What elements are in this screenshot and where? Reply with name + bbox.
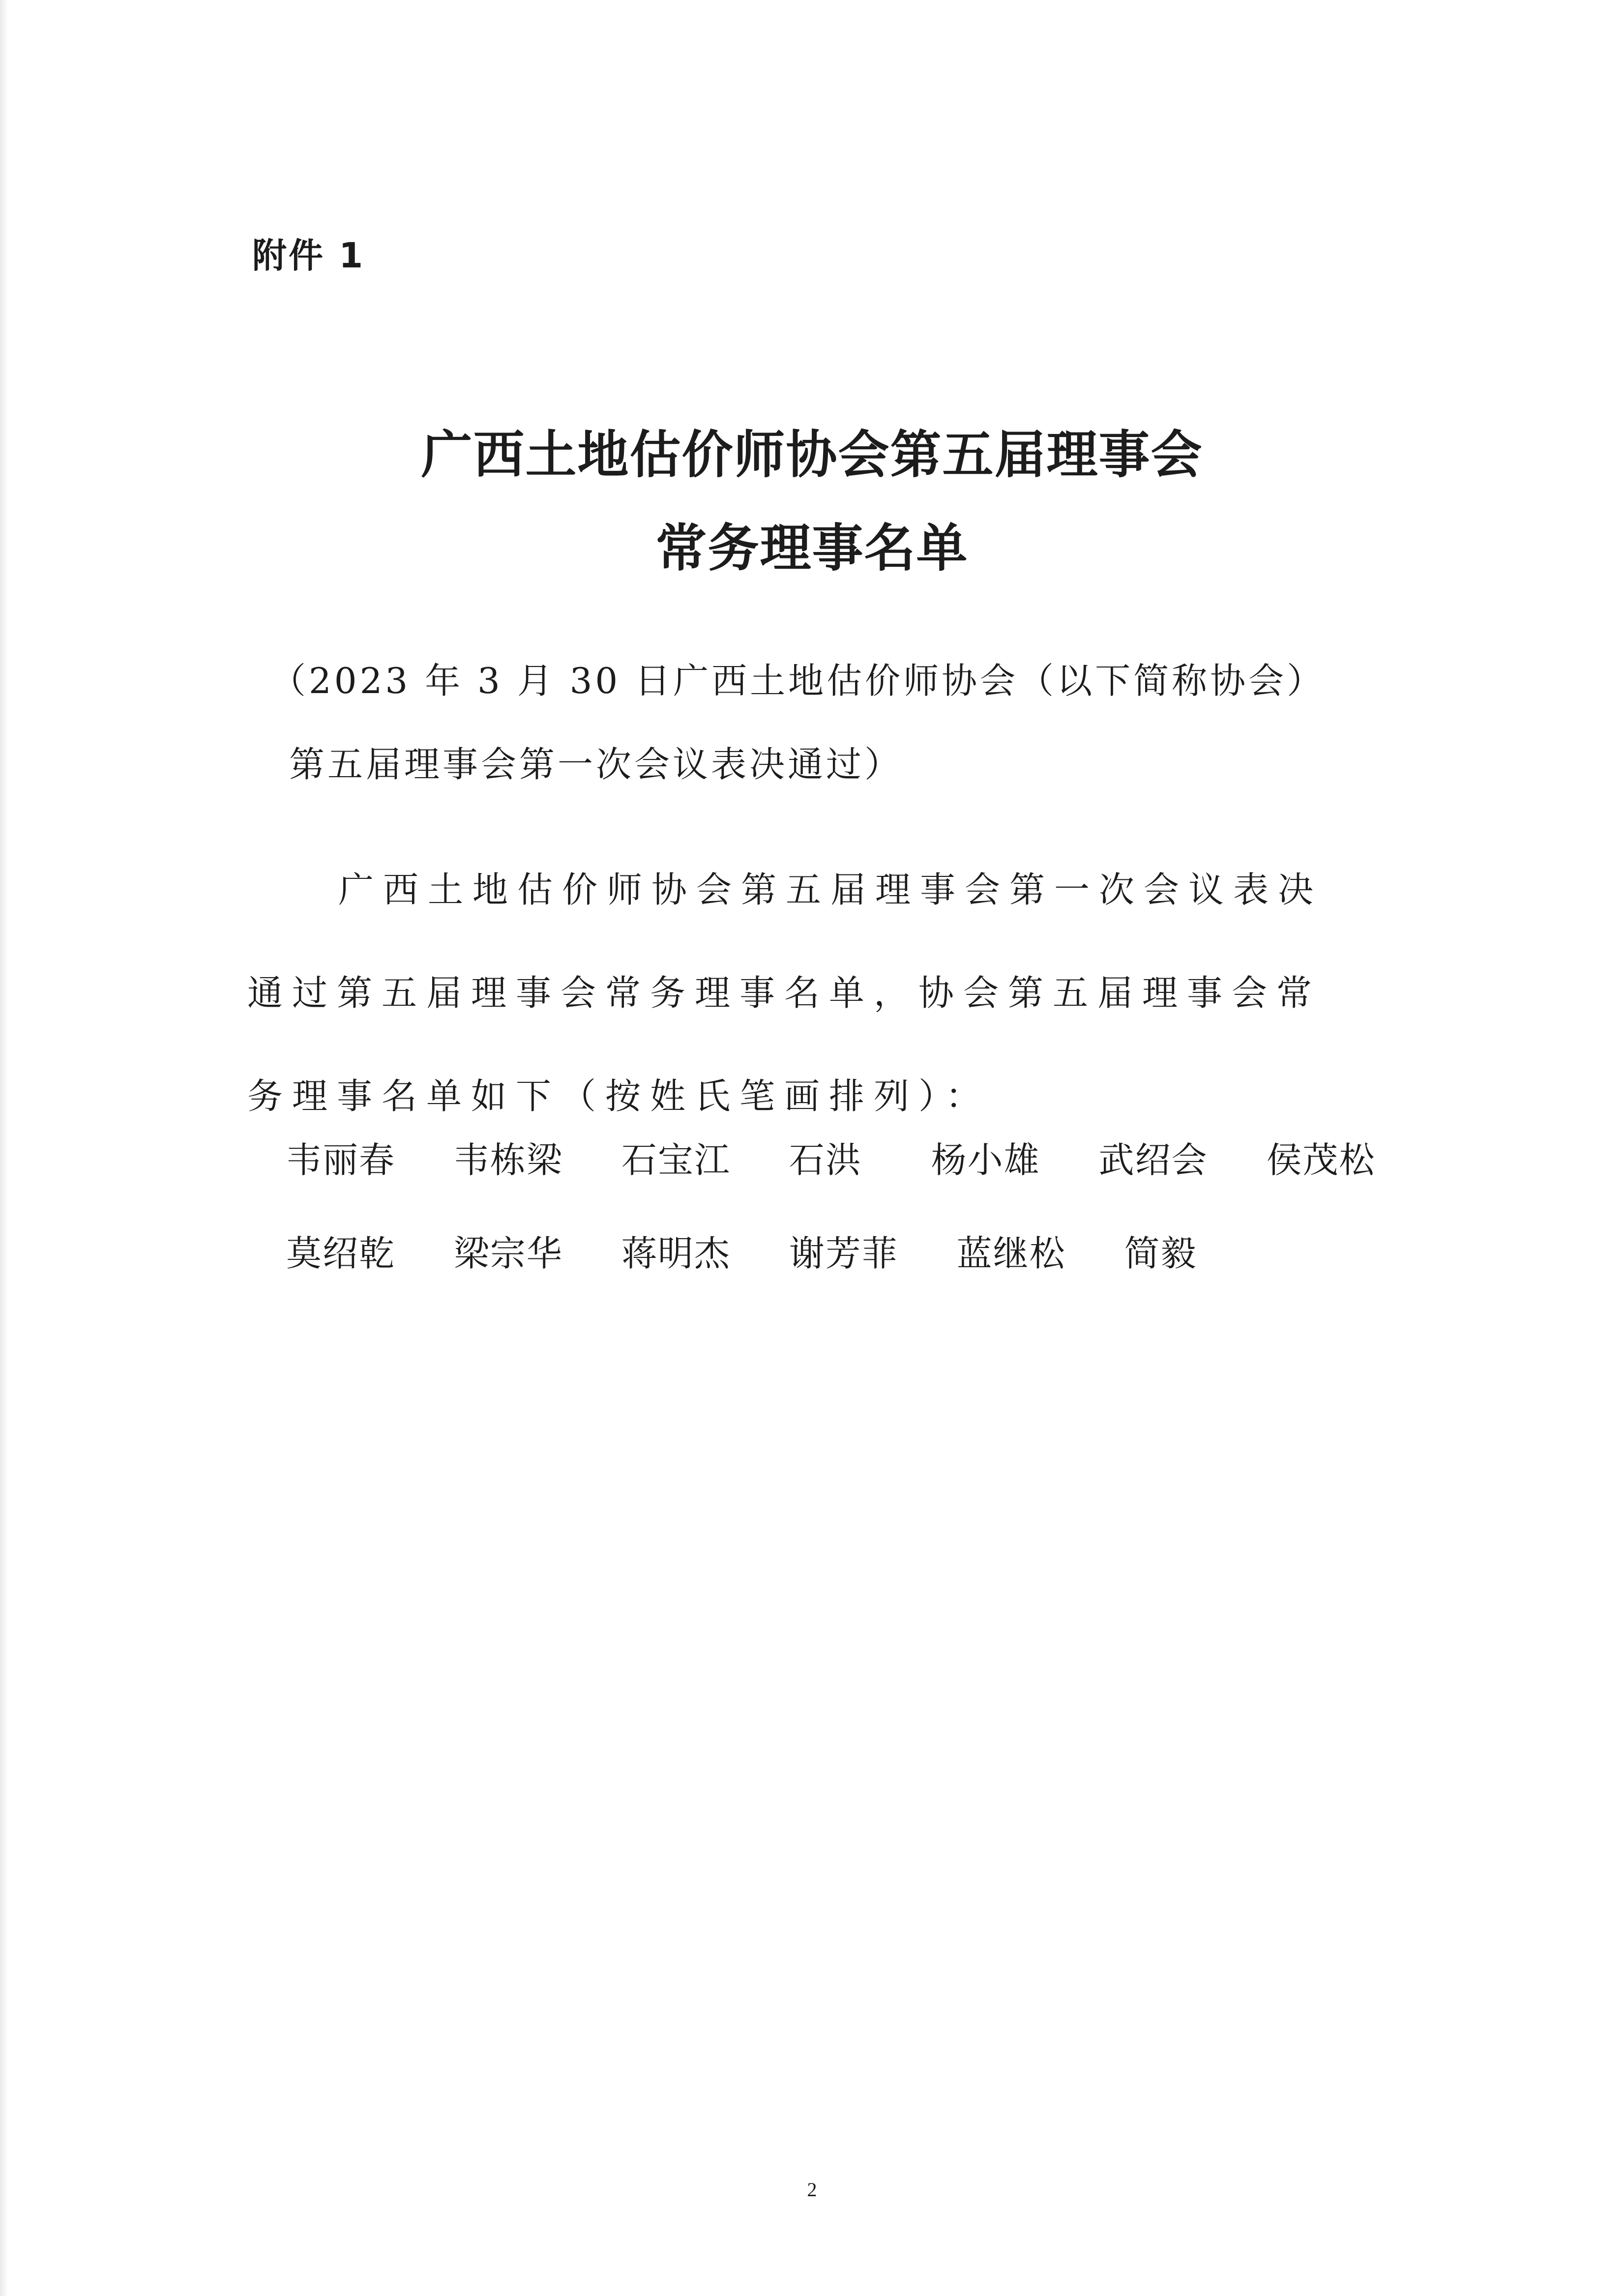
title-line-1: 广西土地估价师协会第五届理事会 [421, 425, 1203, 485]
member-name: 简毅 [1124, 1233, 1197, 1274]
title-line-2: 常务理事名单 [655, 518, 969, 578]
member-name: 韦丽春 [286, 1139, 396, 1181]
approval-note [270, 639, 1325, 806]
attachment-label: 附件 1 [252, 235, 365, 276]
member-name: 石宝江 [621, 1139, 731, 1181]
body-line-2: 通过第五届理事会常务理事名单，协会第五届理事会常 [247, 972, 1322, 1014]
member-name-list [286, 1113, 1422, 1300]
body-line-3: 务理事名单如下（按姓氏笔画排列）： [247, 1075, 991, 1117]
member-name: 梁宗华 [453, 1233, 563, 1274]
document-title [0, 408, 1624, 595]
approval-note-line-2: 第五届理事会第一次会议表决通过） [289, 744, 903, 785]
member-name: 侯茂松 [1266, 1139, 1376, 1181]
member-name: 武绍会 [1098, 1139, 1208, 1181]
scan-page-edge [0, 0, 8, 2296]
member-name: 蓝继松 [956, 1233, 1066, 1274]
member-name: 石洪 [789, 1139, 862, 1181]
member-name: 韦栋梁 [453, 1139, 563, 1181]
member-name: 蒋明杰 [621, 1233, 731, 1274]
member-name: 莫绍乾 [286, 1233, 396, 1274]
name-row-1 [286, 1113, 1422, 1207]
body-paragraph [247, 838, 1427, 1148]
member-name: 谢芳菲 [789, 1233, 898, 1274]
member-name: 杨小雄 [931, 1139, 1040, 1181]
name-row-2 [286, 1207, 1422, 1300]
approval-note-line-1: （2023 年 3 月 30 日广西土地估价师协会（以下简称协会） [270, 660, 1326, 701]
body-line-1: 广西土地估价师协会第五届理事会第一次会议表决 [338, 869, 1323, 910]
page-number: 2 [807, 2179, 817, 2201]
